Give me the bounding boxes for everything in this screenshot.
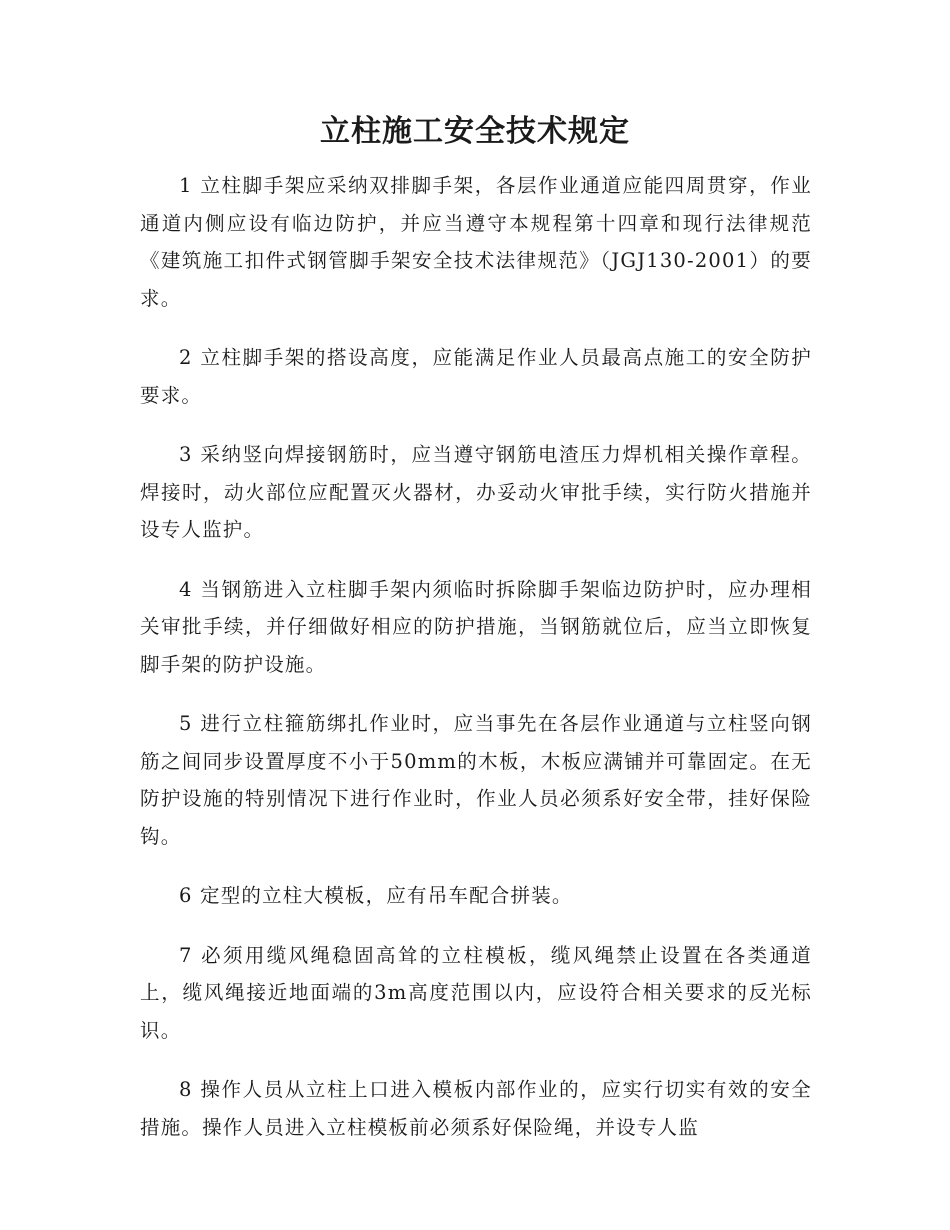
paragraph-3: 3 采纳竖向焊接钢筋时，应当遵守钢筋电渣压力焊机相关操作章程。焊接时，动火部位应配置灭火器材，办妥动火审批手续，实行防火措施并设专人监护。 [140, 443, 812, 541]
document-body [140, 167, 812, 1168]
paragraph-2: 2 立柱脚手架的搭设高度，应能满足作业人员最高点施工的安全防护要求。 [140, 346, 812, 407]
paragraph-8: 8 操作人员从立柱上口进入模板内部作业的，应实行切实有效的安全措施。操作人员进入立柱模板前必须系好保险绳，并设专人监 [140, 1078, 812, 1139]
document-title: 立柱施工安全技术规定 [320, 114, 630, 149]
paragraph-7: 7 必须用缆风绳稳固高耸的立柱模板，缆风绳禁止设置在各类通道上，缆风绳接近地面端的3m高度范围以内，应设符合相关要求的反光标识。 [140, 943, 812, 1042]
paragraph-1: 1 立柱脚手架应采纳双排脚手架，各层作业通道应能四周贯穿，作业通道内侧应设有临边防护，并应当遵守本规程第十四章和现行法律规范《建筑施工扣件式钢管脚手架安全技术法律规范》（JGJ130-2001）的要求。 [140, 174, 812, 310]
paragraph-6: 6 定型的立柱大模板，应有吊车配合拼装。 [179, 884, 573, 907]
paragraph-4: 4 当钢筋进入立柱脚手架内须临时拆除脚手架临边防护时，应办理相关审批手续，并仔细做好相应的防护措施，当钢筋就位后，应当立即恢复脚手架的防护设施。 [140, 577, 812, 676]
paragraph-5: 5 进行立柱箍筋绑扎作业时，应当事先在各层作业通道与立柱竖向钢筋之间同步设置厚度不小于50mm的木板，木板应满铺并可靠固定。在无防护设施的特别情况下进行作业时，作业人员必须系好安全带，挂好保险钩。 [140, 712, 812, 848]
